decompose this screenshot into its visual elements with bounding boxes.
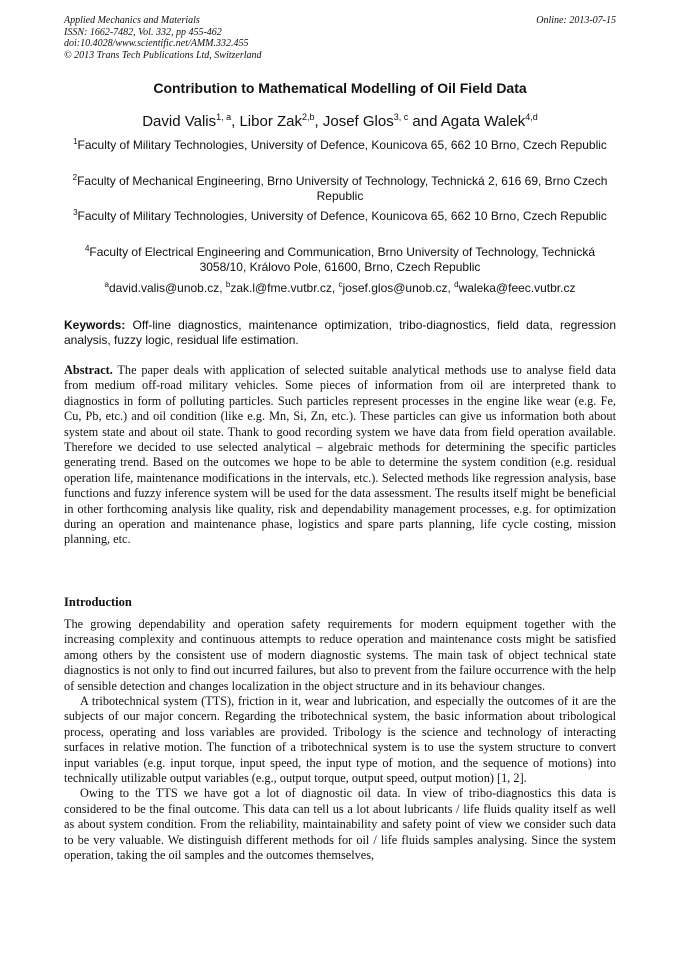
journal-header [64,15,616,61]
email[interactable]: $^c$josef.glos@unob.cz [338,280,448,295]
affiliation-1: $^1$Faculty of Military Technologies, University of Defence, Kounicova 65, 662 10 Brno, Czech Republic [73,137,607,152]
affiliation-3: $^3$Faculty of Military Technologies, University of Defence, Kounicova 65, 662 10 Brno, Czech Republic [73,208,607,223]
author: Josef Glos$^{3, c}$ and [322,112,441,130]
author: Libor Zak$^{2,b}$, [239,112,323,130]
author: David Valis$^{1, a}$, [142,112,240,130]
copyright-line: © 2013 Trans Tech Publications Ltd, Switzerland [64,49,262,61]
paragraph: The growing dependability and operation safety requirements for modern equipment together with the increasing complexity and continuous attempts to reduce operation and maintenance costs might be satisfied among others by the consistent use of modern diagnostic systems. The main task of object technical state diagnostics is not only to find out incurred failures, but also to prevent from the failure occurrence with the help of sensible detection and changes localization in the object structure and in its behaviour changes. [64,617,616,693]
email[interactable]: $^b$zak.l@fme.vutbr.cz [225,280,332,295]
keywords-text: Off-line diagnostics, maintenance optimization, tribo-diagnostics, field data, regression analysis, fuzzy logic, residual life estimation. [64,318,616,347]
abstract-label: Abstract. [64,363,113,377]
paragraph: A tribotechnical system (TTS), friction in it, wear and lubrication, and especially the outcomes of it are the subjects of our major concern. Regarding the tribotechnical system, the basic information about tribological process, operating and loss variables are provided. Tribology is the science and technology of interacting surfaces in relative motion. The function of a tribotechnical system is to use the system structure to convert input variables (e.g. input torque, input speed, the input type of motion, and the sequence of motions) into technically utilizable output variables (e.g., output torque, output speed, output motion) [1, 2]. [64,694,616,786]
affiliation-4: $^4$Faculty of Electrical Engineering and Communication, Brno University of Technology, Technická 3058/10, Královo Pole, 61600, Brno, Czech Republic [84,244,596,274]
doi-line: doi:10.4028/www.scientific.net/AMM.332.455 [64,38,249,49]
keywords-label: Keywords: [64,318,126,332]
introduction-heading: Introduction [64,595,132,609]
email[interactable]: $^d$waleka@feec.vutbr.cz [454,280,576,295]
email-list: $^a$david.valis@unob.cz, $^b$zak.l@fme.vutbr.cz, $^c$josef.glos@unob.cz, $^d$waleka@feec.vutbr.cz [104,280,576,295]
email[interactable]: $^a$david.valis@unob.cz [104,280,220,295]
affiliation-2: $^2$Faculty of Mechanical Engineering, Brno University of Technology, Technická 2, 616 69, Brno Czech Republic [72,173,608,203]
introduction-body [64,617,616,864]
author-list [64,113,616,130]
issn-line: ISSN: 1662-7482, Vol. 332, pp 455-462 [64,26,222,38]
keywords [64,318,616,348]
abstract-text: The paper deals with application of selected suitable analytical methods use to analyse field data from medium off-road military vehicles. Some pieces of information from oil are interpreted thank to diagnostics in form of polluting particles. Such particles represent processes in the engine like wear (e.g. Fe, Cu, Pb, etc.) and oil condition (like e.g. Mn, Si, Zn, etc.). These particles can give us information both about system state and about oil state. Thank to good recording system we have data from field operation available. Therefore we decided to use selected analytical – algebraic methods for determining the specific particles generating trend. Based on the outcomes we hope to be able to determine the system condition (e.g. residual operation life, maintenance modifications in the intervals, etc.). Selected methods like regression analysis, base functions and fuzzy inference system will be used for the data assessment. The results itself might be beneficial in other forthcoming analysis like quality, risk and dependability management processes, e.g. for optimization during an operation and maintenance phase, logistics and spare parts planning, life cycle costing, mission planning, etc. [64,363,617,547]
paragraph: Owing to the TTS we have got a lot of diagnostic oil data. In view of tribo-diagnostics this data is considered to be the final outcome. This data can tell us a lot about lubricants / life fluids quality itself as well as about system condition. From the reliability, maintainability and safety point of view we consider such data to be very valuable. We distinguish different methods for oil / life fluids samples analysing. Since the system operation, taking the oil samples and the outcomes themselves, [64,786,616,863]
journal-name: Applied Mechanics and Materials [64,15,200,26]
author: Agata Walek$^{4,d}$ [440,112,538,130]
abstract [64,363,616,548]
paper-title: Contribution to Mathematical Modelling of Oil Field Data [153,80,527,96]
online-date: Online: 2013-07-15 [536,15,616,26]
